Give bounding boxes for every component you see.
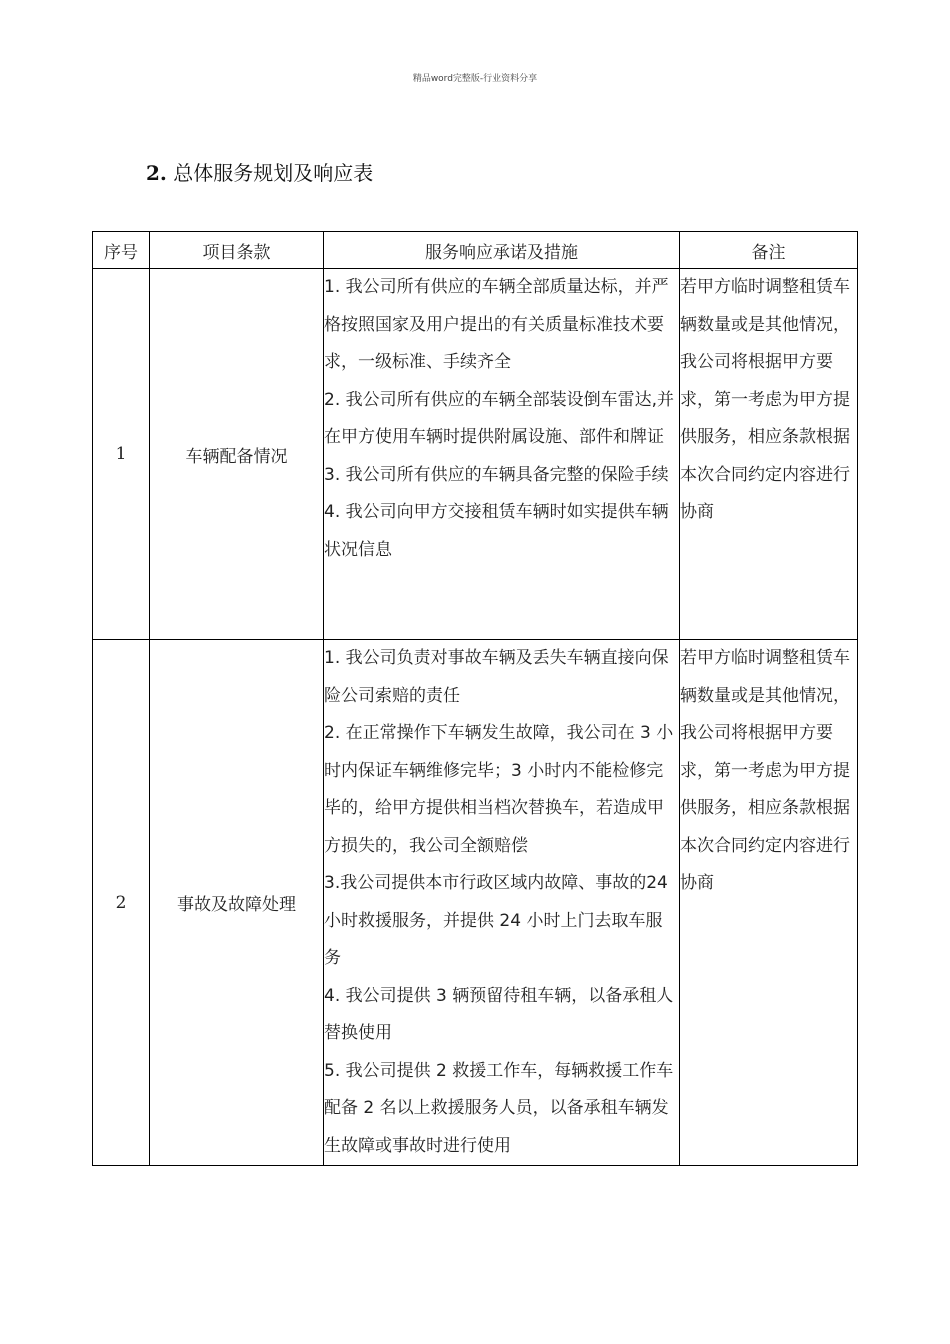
measure-item: 1. 我公司所有供应的车辆全部质量达标，并严格按照国家及用户提出的有关质量标准技术要求，一级标准、手续齐全 xyxy=(324,277,669,372)
measure-item: 3.我公司提供本市行政区域内故障、事故的24 小时救援服务，并提供 24 小时上门去取车服务 xyxy=(324,873,668,968)
measure-item: 4. 我公司提供 3 辆预留待租车辆，以备承租人替换使用 xyxy=(324,985,674,1043)
page-header-note: 精品word完整版-行业资料分享 xyxy=(412,74,538,84)
measure-item: 3. 我公司所有供应的车辆具备完整的保险手续 xyxy=(324,464,669,485)
measure-item: 2. 在正常操作下车辆发生故障，我公司在 3 小时内保证车辆维修完毕；3 小时内不能检修完毕的，给甲方提供相当档次替换车，若造成甲方损失的，我公司全额赔偿 xyxy=(324,723,674,856)
header-notes: 备注 xyxy=(680,232,858,269)
section-title xyxy=(146,157,373,186)
header-seq: 序号 xyxy=(93,232,150,269)
header-measures: 服务响应承诺及措施 xyxy=(324,232,680,269)
measure-item: 1. 我公司负责对事故车辆及丢失车辆直接向保险公司索赔的责任 xyxy=(324,648,669,706)
measure-item: 2. 我公司所有供应的车辆全部装设倒车雷达,并在甲方使用车辆时提供附属设施、部件和牌证 xyxy=(324,389,675,447)
header-item: 项目条款 xyxy=(150,232,324,269)
table-row xyxy=(93,640,858,1166)
table-header-row xyxy=(93,232,858,269)
row-seq: 2 xyxy=(93,640,150,1166)
row-item: 车辆配备情况 xyxy=(150,269,324,640)
table-row xyxy=(93,269,858,640)
measure-item: 5. 我公司提供 2 救援工作车，每辆救援工作车配备 2 名以上救援服务人员，以备承租车辆发生故障或事故时进行使用 xyxy=(324,1060,674,1156)
row-seq: 1 xyxy=(93,269,150,640)
row-note: 若甲方临时调整租赁车辆数量或是其他情况，我公司将根据甲方要求，第一考虑为甲方提供服务，相应条款根据本次合同约定内容进行协商 xyxy=(680,640,858,1166)
row-note: 若甲方临时调整租赁车辆数量或是其他情况，我公司将根据甲方要求，第一考虑为甲方提供服务，相应条款根据本次合同约定内容进行协商 xyxy=(680,269,858,640)
row-measures xyxy=(324,269,680,640)
section-number: 2. xyxy=(146,161,167,185)
row-item: 事故及故障处理 xyxy=(150,640,324,1166)
section-title-text: 总体服务规划及响应表 xyxy=(173,161,374,185)
service-response-table xyxy=(92,231,858,1166)
measure-item: 4. 我公司向甲方交接租赁车辆时如实提供车辆状况信息 xyxy=(324,502,669,560)
row-measures xyxy=(324,640,680,1166)
